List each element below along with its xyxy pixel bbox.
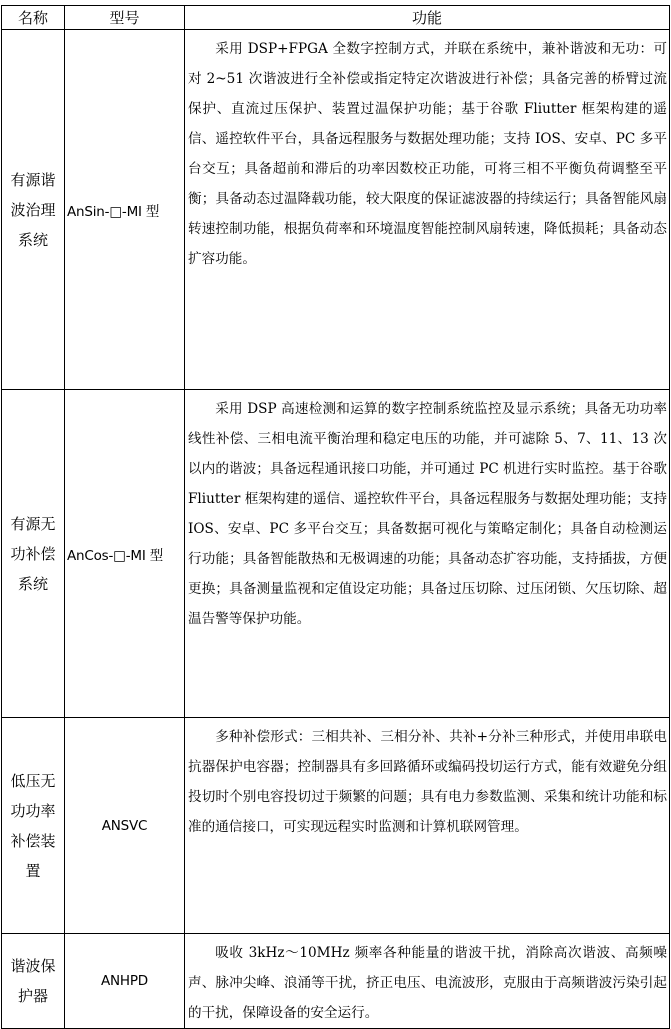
- table-row: [2, 718, 670, 934]
- header-model: 型号: [65, 6, 185, 30]
- product-function: [185, 718, 670, 934]
- header-row: [2, 6, 670, 30]
- table-row: [2, 30, 670, 390]
- product-model: AnSin-□-MI 型: [65, 30, 185, 390]
- header-name: 名称: [2, 6, 65, 30]
- product-table: [1, 5, 670, 1029]
- product-name: 有源谐波治理系统: [2, 30, 65, 390]
- product-model: ANSVC: [65, 718, 185, 934]
- product-name: 谐波保护器: [2, 934, 65, 1029]
- product-function: [185, 390, 670, 718]
- product-model: AnCos-□-MI 型: [65, 390, 185, 718]
- product-function: [185, 30, 670, 390]
- function-text: 多种补偿形式：三相共补、三相分补、共补+分补三种形式，并使用串联电抗器保护电容器；控制器具有多回路循环或编码投切运行方式，能有效避免分组投切时个别电容投切过于频繁的问题；具有电力参数监测、采集和统计功能和标准的通信接口，可实现远程实时监测和计算机联网管理。: [188, 729, 667, 835]
- product-model: ANHPD: [65, 934, 185, 1029]
- table-row: [2, 390, 670, 718]
- product-name: 低压无功功率补偿装置: [2, 718, 65, 934]
- table-row: [2, 934, 670, 1029]
- header-function: 功能: [185, 6, 670, 30]
- product-name: 有源无功补偿系统: [2, 390, 65, 718]
- function-text: 采用 DSP 高速检测和运算的数字控制系统监控及显示系统；具备无功功率线性补偿、三相电流平衡治理和稳定电压的功能，并可滤除 5、7、11、13 次以内的谐波；具备远程通讯接口功能，并可通过 PC 机进行实时监控。基于谷歌 Fliutter 框架构建的遥信、遥控软件平台，具备远程服务与数据处理功能；支持 IOS、安卓、PC 多平台交互；具备数据可视化与策略定制化；具备自动检测运行功能；具备智能散热和无极调速的功能；具备动态扩容功能，支持插拔，方便更换；具备测量监视和定值设定功能；具备过压切除、过压闭锁、欠压切除、超温告警等保护功能。: [188, 401, 667, 627]
- function-text: 采用 DSP+FPGA 全数字控制方式，并联在系统中，兼补谐波和无功：可对 2~51 次谐波进行全补偿或指定特定次谐波进行补偿；具备完善的桥臂过流保护、直流过压保护、装置过温保护功能；基于谷歌 Fliutter 框架构建的遥信、遥控软件平台，具备远程服务与数据处理功能；支持 IOS、安卓、PC 多平台交互；具备超前和滞后的功率因数校正功能，可将三相不平衡负荷调整至平衡；具备动态过温降载功能，较大限度的保证滤波器的持续运行；具备智能风扇转速控制功能，根据负荷率和环境温度智能控制风扇转速，降低损耗；具备动态扩容功能。: [188, 41, 667, 267]
- function-text: 吸收 3kHz～10MHz 频率各种能量的谐波干扰，消除高次谐波、高频噪声、脉冲尖峰、浪涌等干扰，挤正电压、电流波形，克服由于高频谐波污染引起的干扰，保障设备的安全运行。: [188, 945, 667, 1021]
- product-function: [185, 934, 670, 1029]
